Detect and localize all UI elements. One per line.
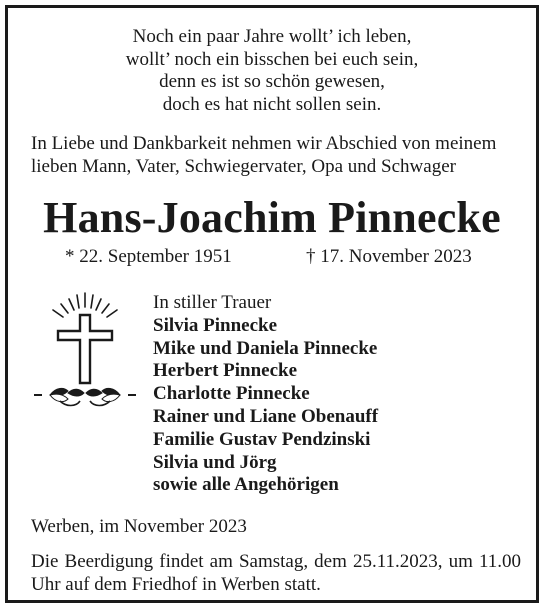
mourner-name: Mike und Daniela Pinnecke bbox=[153, 337, 378, 359]
deceased-name: Hans-Joachim Pinnecke bbox=[43, 193, 501, 242]
poem-line: denn es ist so schön gewesen, bbox=[159, 71, 385, 92]
mourner-name: Silvia und Jörg bbox=[153, 451, 277, 473]
mourners-intro: In stiller Trauer bbox=[153, 292, 272, 313]
mourners-list bbox=[153, 292, 378, 497]
intro-line: In Liebe und Dankbarkeit nehmen wir Abschied von meinem bbox=[31, 133, 497, 154]
intro-line: lieben Mann, Vater, Schwiegervater, Opa und Schwager bbox=[31, 155, 456, 177]
death-date: † 17. November 2023 bbox=[306, 246, 472, 267]
poem-line: doch es hat nicht sollen sein. bbox=[162, 93, 382, 115]
mourner-name: Familie Gustav Pendzinski bbox=[153, 428, 371, 450]
poem-line: wollt’ noch ein bisschen bei euch sein, bbox=[125, 48, 419, 70]
poem-line: Noch ein paar Jahre wollt’ ich leben, bbox=[132, 26, 412, 47]
mourner-name: sowie alle Angehörigen bbox=[153, 474, 339, 496]
poem bbox=[8, 26, 536, 116]
mourner-name: Herbert Pinnecke bbox=[153, 360, 298, 382]
place-and-date: Werben, im November 2023 bbox=[31, 516, 247, 537]
funeral-notice: Die Beerdigung findet am Samstag, dem 25.11.2023, um 11.00 Uhr auf dem Friedhof in Werben statt. bbox=[31, 551, 521, 595]
mourner-name: Silvia Pinnecke bbox=[153, 314, 278, 336]
cross-with-rays-icon bbox=[30, 291, 140, 411]
laurel-branch-icon bbox=[34, 388, 136, 405]
mourner-name: Charlotte Pinnecke bbox=[153, 383, 310, 405]
birth-date: * 22. September 1951 bbox=[65, 246, 232, 267]
obituary-frame bbox=[5, 5, 539, 603]
intro-text bbox=[31, 133, 521, 178]
mourner-name: Rainer und Liane Obenauff bbox=[153, 405, 379, 427]
